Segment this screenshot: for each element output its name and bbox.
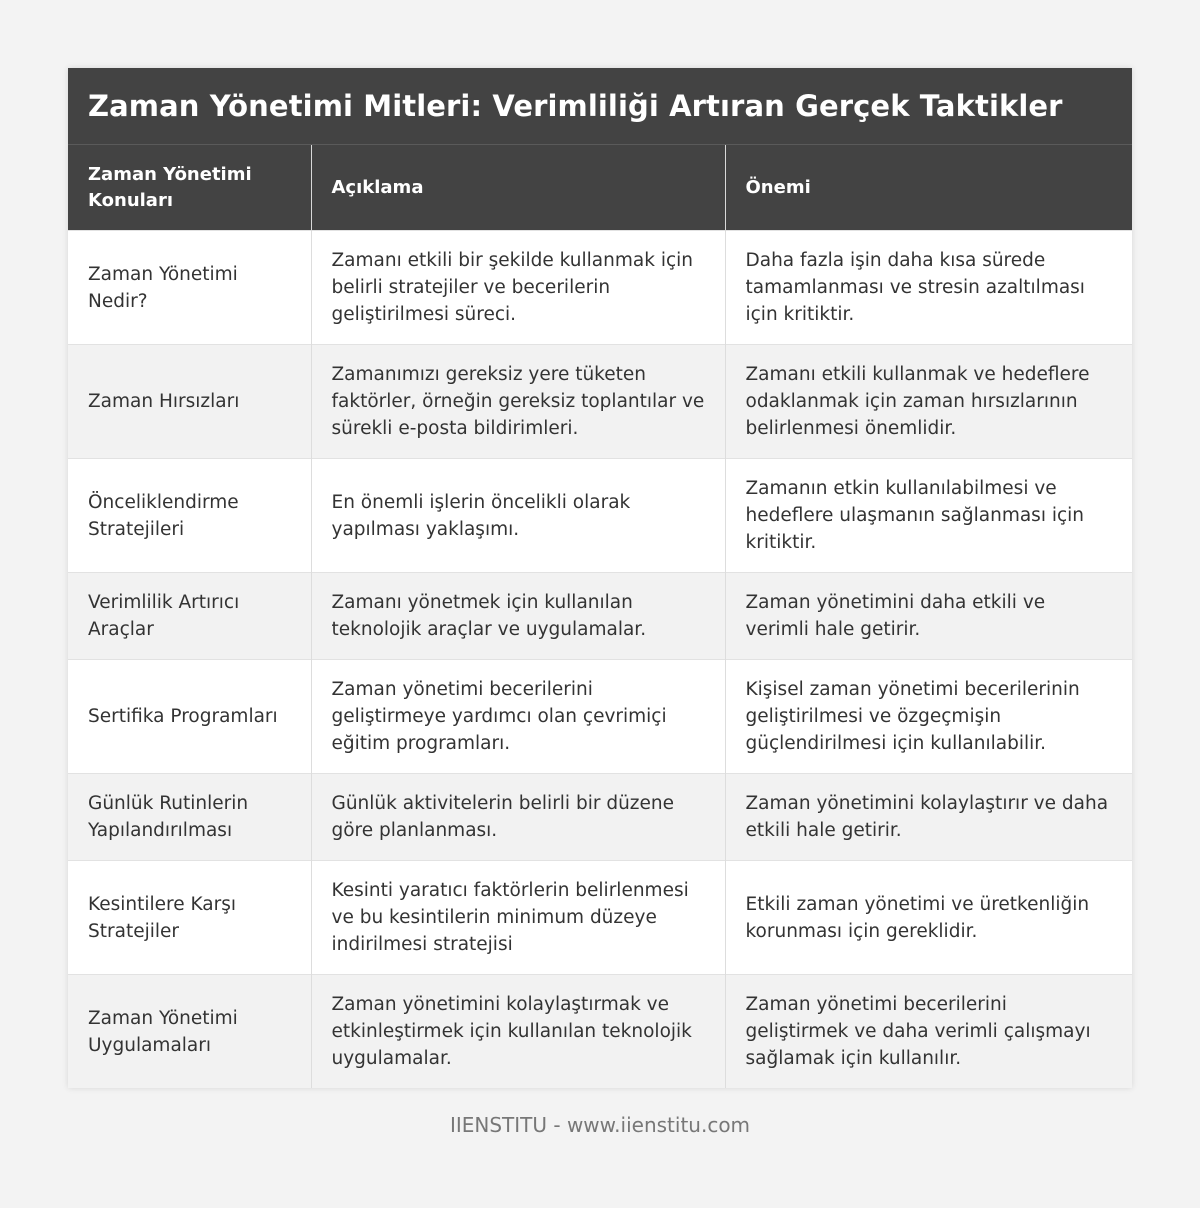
table-header-row — [68, 145, 1132, 231]
cell-description: Zaman yönetimini kolaylaştırmak ve etkinleştirmek için kullanılan teknolojik uygulamalar. — [311, 975, 725, 1089]
cell-importance: Zaman yönetimi becerilerini geliştirmek ve daha verimli çalışmayı sağlamak için kullanılır. — [725, 975, 1132, 1089]
table-row — [68, 459, 1132, 573]
column-header-importance: Önemi — [725, 145, 1132, 231]
cell-importance: Zamanı etkili kullanmak ve hedeflere odaklanmak için zaman hırsızlarının belirlenmesi önemlidir. — [725, 345, 1132, 459]
table-row — [68, 774, 1132, 861]
cell-topic: Zaman Hırsızları — [68, 345, 311, 459]
cell-description: Zamanı yönetmek için kullanılan teknolojik araçlar ve uygulamalar. — [311, 573, 725, 660]
cell-importance: Zaman yönetimini kolaylaştırır ve daha etkili hale getirir. — [725, 774, 1132, 861]
table-row — [68, 573, 1132, 660]
cell-description: En önemli işlerin öncelikli olarak yapılması yaklaşımı. — [311, 459, 725, 573]
cell-importance: Zamanın etkin kullanılabilmesi ve hedeflere ulaşmanın sağlanması için kritiktir. — [725, 459, 1132, 573]
table-row — [68, 660, 1132, 774]
table-row — [68, 975, 1132, 1089]
footer-credit: IIENSTITU - www.iienstitu.com — [449, 1113, 751, 1137]
column-header-description: Açıklama — [311, 145, 725, 231]
cell-description: Kesinti yaratıcı faktörlerin belirlenmesi ve bu kesintilerin minimum düzeye indirilmesi stratejisi — [311, 861, 725, 975]
cell-importance: Daha fazla işin daha kısa sürede tamamlanması ve stresin azaltılması için kritiktir. — [725, 231, 1132, 345]
cell-importance: Zaman yönetimini daha etkili ve verimli hale getirir. — [725, 573, 1132, 660]
cell-topic: Günlük Rutinlerin Yapılandırılması — [68, 774, 311, 861]
cell-topic: Önceliklendirme Stratejileri — [68, 459, 311, 573]
cell-description: Günlük aktivitelerin belirli bir düzene göre planlanması. — [311, 774, 725, 861]
cell-topic: Verimlilik Artırıcı Araçlar — [68, 573, 311, 660]
page-title: Zaman Yönetimi Mitleri: Verimliliği Artıran Gerçek Taktikler — [68, 68, 1132, 145]
cell-importance: Kişisel zaman yönetimi becerilerinin geliştirilmesi ve özgeçmişin güçlendirilmesi için kullanılabilir. — [725, 660, 1132, 774]
cell-description: Zamanı etkili bir şekilde kullanmak için belirli stratejiler ve becerilerin geliştirilmesi süreci. — [311, 231, 725, 345]
cell-description: Zaman yönetimi becerilerini geliştirmeye yardımcı olan çevrimiçi eğitim programları. — [311, 660, 725, 774]
cell-topic: Kesintilere Karşı Stratejiler — [68, 861, 311, 975]
cell-importance: Etkili zaman yönetimi ve üretkenliğin korunması için gereklidir. — [725, 861, 1132, 975]
column-header-topic: Zaman Yönetimi Konuları — [68, 145, 311, 231]
table-row — [68, 861, 1132, 975]
table-row — [68, 231, 1132, 345]
cell-topic: Zaman Yönetimi Uygulamaları — [68, 975, 311, 1089]
table-row — [68, 345, 1132, 459]
cell-topic: Zaman Yönetimi Nedir? — [68, 231, 311, 345]
content-card — [68, 68, 1132, 1088]
cell-description: Zamanımızı gereksiz yere tüketen faktörler, örneğin gereksiz toplantılar ve sürekli e-posta bildirimleri. — [311, 345, 725, 459]
topics-table — [68, 145, 1132, 1088]
cell-topic: Sertifika Programları — [68, 660, 311, 774]
